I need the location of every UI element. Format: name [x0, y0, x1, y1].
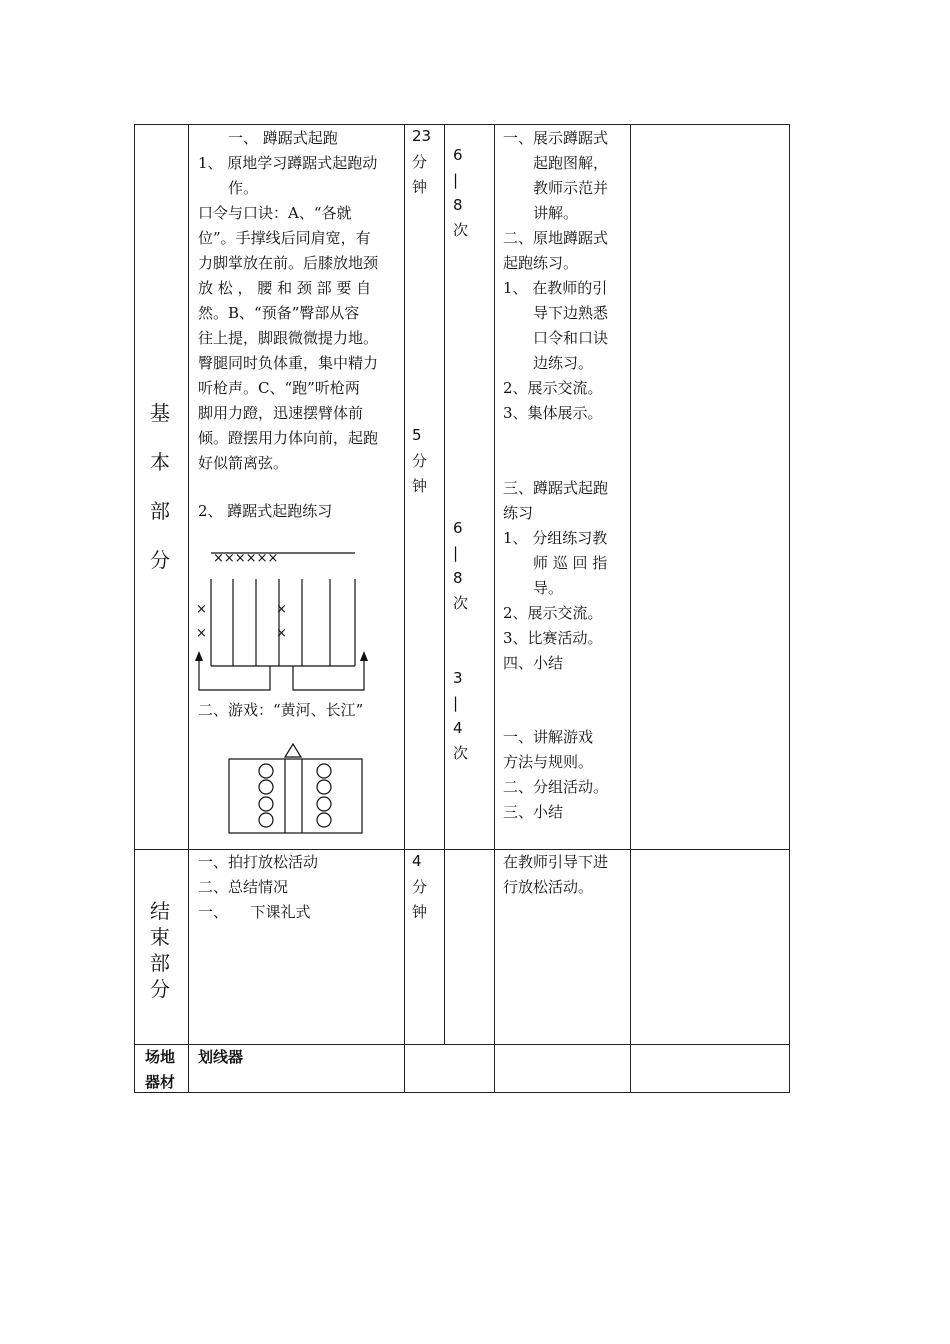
content-body-line: 脚用力蹬，迅速摆臂体前: [198, 404, 364, 422]
org-line: 方法与规则。: [503, 753, 594, 771]
org-line: 3、集体展示。: [503, 404, 603, 422]
content-game: 二、游戏：“黄河、长江”: [198, 701, 364, 719]
section-char: 结: [150, 899, 170, 923]
content-body-line: 然。B、“预备”臀部从容: [198, 304, 360, 322]
section-char: 基: [150, 401, 170, 425]
content-body-line: 听枪声。C、“跑”听枪两: [198, 379, 360, 397]
col-divider-organization: [630, 125, 631, 1092]
equipment-value: 划线器: [198, 1048, 244, 1066]
org-line: 2、展示交流。: [503, 379, 603, 397]
equipment-label: 器材: [145, 1073, 176, 1091]
reps-separator: |: [453, 544, 459, 562]
content-body-line: 倾。蹬摆用力体向前，起跑: [198, 429, 379, 447]
org-line: 教师示范并: [503, 179, 609, 197]
reps-value: 6: [453, 146, 463, 164]
section-char: 部: [150, 499, 170, 523]
org-line: 一、讲解游戏: [503, 728, 594, 746]
reps-unit: 次: [453, 221, 469, 239]
section-char: 束: [150, 925, 170, 949]
equipment-label: 场地: [145, 1048, 176, 1066]
section-char: 分: [150, 548, 170, 572]
org-line: 在教师引导下进: [503, 853, 609, 871]
time-unit: 钟: [412, 903, 428, 921]
time-unit: 钟: [412, 477, 428, 495]
org-line: 1、 分组练习教: [503, 529, 608, 547]
section-char: 分: [150, 977, 170, 1001]
org-line: 边练习。: [503, 354, 594, 372]
org-line: 二、原地蹲踞式: [503, 229, 609, 247]
org-line: 3、比赛活动。: [503, 629, 603, 647]
org-line: 二、分组活动。: [503, 778, 609, 796]
org-line: 口令和口诀: [503, 329, 609, 347]
col-divider-content: [404, 125, 405, 1092]
org-line: 讲解。: [503, 204, 579, 222]
org-line: 起跑图解，: [503, 154, 609, 172]
time-value: 4: [412, 852, 422, 870]
reps-unit: 次: [453, 594, 469, 612]
content-body-line: 放 松 ， 腰 和 颈 部 要 自: [198, 279, 372, 297]
org-line: 三、小结: [503, 803, 564, 821]
org-line: 练习: [503, 504, 534, 522]
content-line: 一、 下课礼式: [198, 903, 311, 921]
time-unit: 分: [412, 452, 428, 470]
org-line: 行放松活动。: [503, 878, 594, 896]
org-line: 导。: [503, 579, 564, 597]
content-line: 二、总结情况: [198, 878, 289, 896]
reps-value: 8: [453, 569, 463, 587]
content-item-2: 2、 蹲踞式起跑练习: [198, 502, 333, 520]
time-unit: 钟: [412, 178, 428, 196]
org-line: 2、展示交流。: [503, 604, 603, 622]
col-divider-time: [444, 125, 445, 1044]
content-body-line: 位”。手撑线后同肩宽，有: [198, 229, 371, 247]
org-line: 四、小结: [503, 654, 564, 672]
section-char: 本: [150, 450, 170, 474]
reps-value: 6: [453, 519, 463, 537]
col-divider-reps: [494, 125, 495, 1092]
org-line: 1、 在教师的引: [503, 279, 608, 297]
org-line: 起跑练习。: [503, 254, 579, 272]
game-court-diagram: [225, 740, 365, 836]
reps-separator: |: [453, 171, 459, 189]
content-body-line: 好似箭离弦。: [198, 454, 289, 472]
org-line: 导下边熟悉: [503, 304, 609, 322]
content-body-line: 口令与口诀：A、“各就: [198, 204, 352, 222]
runner-mark: ×: [196, 602, 207, 617]
reps-value: 3: [453, 669, 463, 687]
section-char: 部: [150, 951, 170, 975]
time-unit: 分: [412, 153, 428, 171]
content-body-line: 力脚掌放在前。后膝放地颈: [198, 254, 379, 272]
org-line: 一、展示蹲踞式: [503, 129, 609, 147]
time-value: 23: [412, 127, 432, 145]
org-line: 三、蹲踞式起跑: [503, 479, 609, 497]
content-body-line: 臀腿同时负体重，集中精力: [198, 354, 379, 372]
org-line: 师 巡 回 指: [503, 554, 608, 572]
time-unit: 分: [412, 878, 428, 896]
reps-value: 4: [453, 719, 463, 737]
content-item-1: 1、 原地学习蹲踞式起跑动: [198, 154, 378, 172]
start-line-runners: ××××××: [213, 551, 279, 566]
runner-mark: ×: [196, 626, 207, 641]
content-line: 一、拍打放松活动: [198, 853, 319, 871]
reps-unit: 次: [453, 744, 469, 762]
reps-value: 8: [453, 196, 463, 214]
content-item-1-cont: 作。: [228, 179, 259, 197]
runner-mark: ×: [276, 626, 287, 641]
reps-separator: |: [453, 694, 459, 712]
runner-mark: ×: [276, 602, 287, 617]
col-divider-section: [188, 125, 189, 1092]
content-body-line: 往上提，脚跟微微提力地。: [198, 329, 379, 347]
content-heading: 一、 蹲踞式起跑: [228, 129, 338, 147]
time-value: 5: [412, 426, 422, 444]
